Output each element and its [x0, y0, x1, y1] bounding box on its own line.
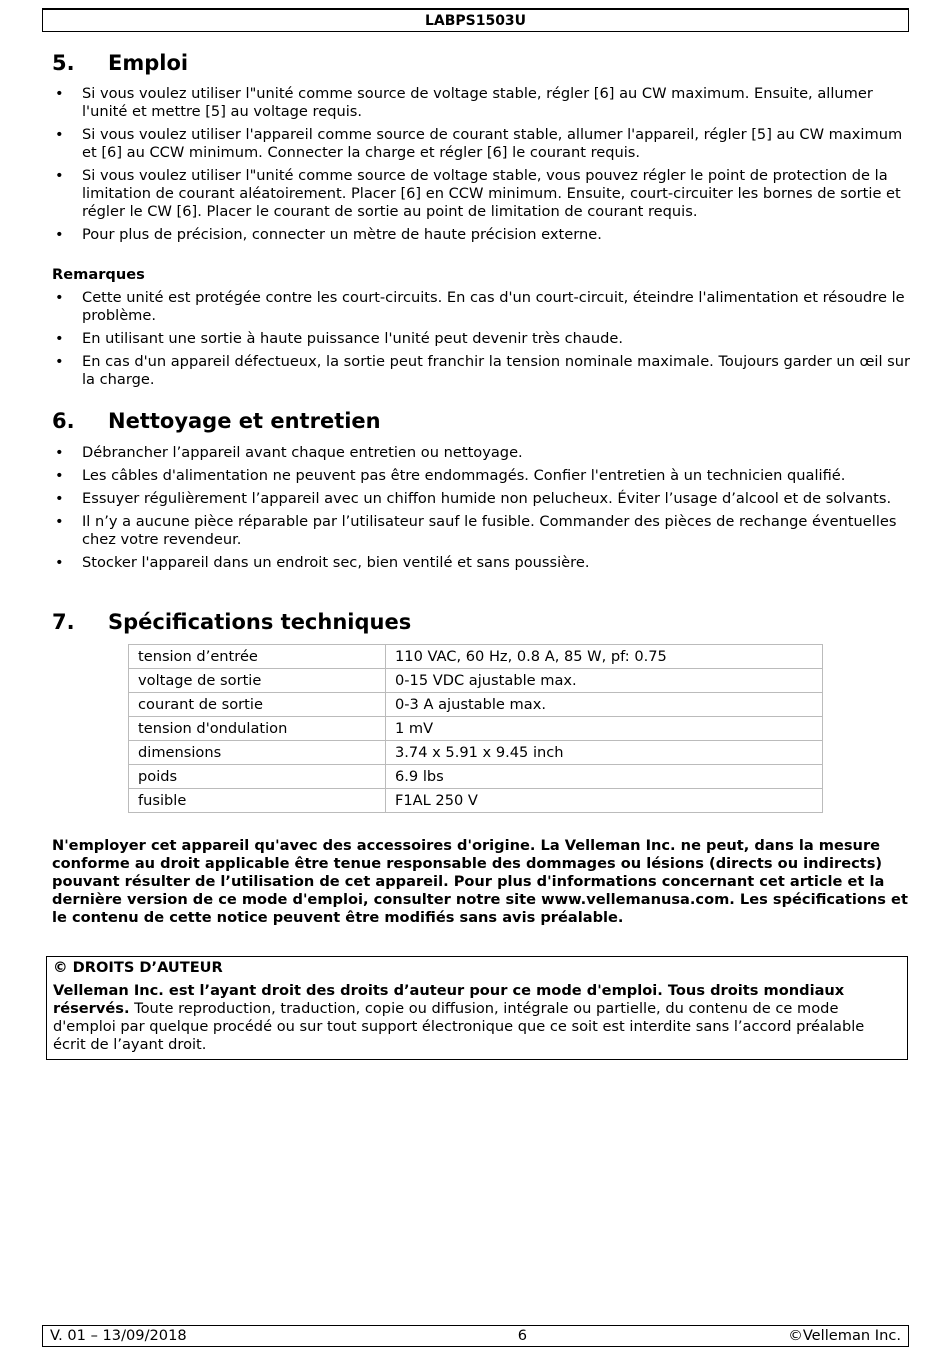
remarks-list	[52, 289, 912, 394]
list-item: • En utilisant une sortie à haute puissance l'unité peut devenir très chaude.	[52, 330, 912, 348]
spec-row	[129, 789, 823, 813]
page-footer	[42, 1325, 909, 1347]
spec-value: 3.74 x 5.91 x 9.45 inch	[386, 741, 823, 765]
list-item: • En cas d'un appareil défectueux, la sortie peut franchir la tension nominale maximale. Toujours garder un œil sur la charge.	[52, 353, 912, 389]
spec-label: voltage de sortie	[129, 669, 386, 693]
spec-value: 1 mV	[386, 717, 823, 741]
footer-version: V. 01 – 13/09/2018	[50, 1327, 187, 1344]
spec-label: dimensions	[129, 741, 386, 765]
list-item: • Il n’y a aucune pièce réparable par l’utilisateur sauf le fusible. Commander des pièces de rechange éventuelles chez votre revendeur.	[52, 513, 912, 549]
list-item: • Si vous voulez utiliser l'appareil comme source de courant stable, allumer l'appareil, régler [5] au CW maximum et [6] au CCW minimum. Connecter la charge et régler [6] le courant requis.	[52, 126, 912, 162]
spec-row	[129, 741, 823, 765]
list-item: • Si vous voulez utiliser l"unité comme source de voltage stable, régler [6] au CW maximum. Ensuite, allumer l'unité et mettre [5] au voltage requis.	[52, 85, 912, 121]
spec-value: 0-3 A ajustable max.	[386, 693, 823, 717]
section-heading-nettoyage	[52, 408, 381, 434]
spec-value: 6.9 lbs	[386, 765, 823, 789]
emploi-list	[52, 85, 912, 249]
copyright-bold-text: Velleman Inc. est l’ayant droit des droits d’auteur pour ce mode d'emploi. Tous droits mondiaux réservés.	[53, 982, 845, 1017]
nettoyage-list	[52, 444, 912, 577]
spec-value: F1AL 250 V	[386, 789, 823, 813]
spec-label: tension d’entrée	[129, 645, 386, 669]
spec-value: 110 VAC, 60 Hz, 0.8 A, 85 W, pf: 0.75	[386, 645, 823, 669]
list-item: • Essuyer régulièrement l’appareil avec un chiffon humide non pelucheux. Éviter l’usage d’alcool et de solvants.	[52, 490, 912, 508]
copyright-text: Toute reproduction, traduction, copie ou diffusion, intégrale ou partielle, du contenu de ce mode d'emploi par quelque procédé ou sur tout support électronique que ce soit est interdite sans l’accord préalable écrit de l’ayant droit.	[53, 1000, 865, 1053]
spec-row	[129, 645, 823, 669]
section-title: Spécifications techniques	[108, 610, 412, 634]
spec-label: tension d'ondulation	[129, 717, 386, 741]
notice-text: N'employer cet appareil qu'avec des accessoires d'origine. La Velleman Inc. ne peut, dans la mesure conforme au droit applicable être tenue responsable des dommages ou lésions (directs ou indirects) pouvant résulter de l’utilisation de cet appareil. Pour plus d'informations concernant cet article et la dernière version de ce mode d'emploi, consulter notre site www.vellemanusa.com. Les spécifications et le contenu de cette notice peuvent être modifiés sans avis préalable.	[52, 837, 908, 926]
list-item: • Les câbles d'alimentation ne peuvent pas être endommagés. Confier l'entretien à un technicien qualifié.	[52, 467, 912, 485]
section-heading-emploi	[52, 50, 188, 76]
spec-label: fusible	[129, 789, 386, 813]
copyright-title: © DROITS D’AUTEUR	[53, 959, 223, 976]
spec-label: poids	[129, 765, 386, 789]
footer-company: ©Velleman Inc.	[788, 1327, 901, 1344]
list-item: • Cette unité est protégée contre les court-circuits. En cas d'un court-circuit, éteindre l'alimentation et résoudre le problème.	[52, 289, 912, 325]
spec-row	[129, 717, 823, 741]
list-item: • Débrancher l’appareil avant chaque entretien ou nettoyage.	[52, 444, 912, 462]
list-item: • Si vous voulez utiliser l"unité comme source de voltage stable, vous pouvez régler le point de protection de la limitation de courant aléatoirement. Placer [6] en CCW minimum. Ensuite, court-circuiter les bornes de sortie et régler le CW [6]. Placer le courant de sortie au point de limitation de courant requis.	[52, 167, 912, 221]
specs-table	[128, 644, 823, 813]
remarks-heading: Remarques	[52, 266, 145, 283]
page-header: LABPS1503U	[42, 8, 909, 32]
section-number: 5.	[52, 51, 75, 75]
spec-row	[129, 669, 823, 693]
spec-row	[129, 693, 823, 717]
spec-label: courant de sortie	[129, 693, 386, 717]
list-item: • Pour plus de précision, connecter un mètre de haute précision externe.	[52, 226, 912, 244]
spec-value: 0-15 VDC ajustable max.	[386, 669, 823, 693]
section-title: Nettoyage et entretien	[108, 409, 381, 433]
copyright-box	[46, 956, 908, 1060]
section-number: 6.	[52, 409, 75, 433]
section-heading-specs	[52, 609, 411, 635]
section-title: Emploi	[108, 51, 189, 75]
list-item: • Stocker l'appareil dans un endroit sec, bien ventilé et sans poussière.	[52, 554, 912, 572]
spec-row	[129, 765, 823, 789]
section-number: 7.	[52, 610, 75, 634]
footer-page-number: 6	[517, 1327, 528, 1344]
